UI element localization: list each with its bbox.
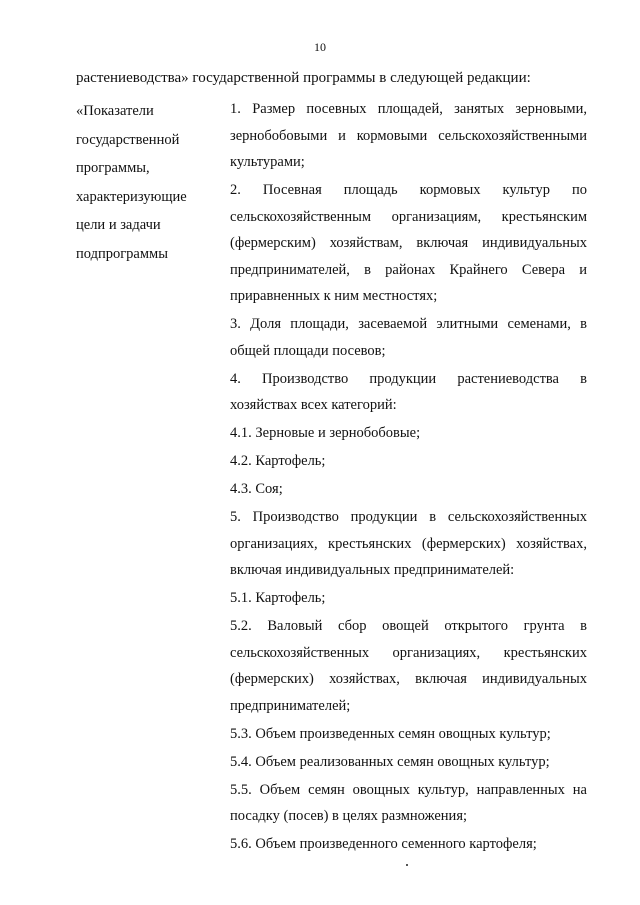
indicator-item: 5.6. Объем произведенного семенного картофеля;: [230, 836, 537, 852]
indicator-item: 3. Доля площади, засеваемой элитными семенами, в общей площади посевов;: [230, 316, 587, 359]
indicator-item: 4.2. Картофель;: [230, 453, 326, 469]
indicator-item: 5.2. Валовый сбор овощей открытого грунта в сельскохозяйственных организациях, крестьянских (фермерских) хозяйствах, включая индивидуальных предпринимателей;: [230, 618, 587, 714]
heading-line: подпрограммы: [76, 245, 168, 262]
heading-line: программы,: [76, 160, 150, 176]
indicators-heading: [76, 97, 216, 268]
indicators-list: [230, 96, 587, 859]
heading-line: цели и задачи: [76, 217, 161, 233]
indicator-item: 5.1. Картофель;: [230, 590, 326, 606]
intro-text: растениеводства» государственной программы в следующей редакции:: [76, 70, 531, 86]
indicator-item: 2. Посевная площадь кормовых культур по сельскохозяйственным организациям, крестьянским (фермерским) хозяйствам, включая индивидуальных предпринимателей, в районах Крайнего Севера и приравненных к ним местностях;: [230, 182, 587, 304]
heading-line: «Показатели: [76, 103, 154, 119]
indicator-item: 5.4. Объем реализованных семян овощных культур;: [230, 753, 550, 770]
indicator-item: 1. Размер посевных площадей, занятых зерновыми, зернобобовыми и кормовыми сельскохозяйственными культурами;: [230, 101, 587, 170]
indicator-item: 5.5. Объем семян овощных культур, направленных на посадку (посев) в целях размножения;: [230, 781, 587, 824]
indicator-item: 5. Производство продукции в сельскохозяйственных организациях, крестьянских (фермерских) хозяйствах, включая индивидуальных предпринимателей:: [230, 509, 587, 578]
indicator-item: 4.1. Зерновые и зернобобовые;: [230, 425, 421, 441]
scan-dot: [406, 864, 408, 866]
indicator-item: 4.3. Соя;: [230, 481, 283, 497]
page-number: 10: [314, 40, 326, 54]
heading-line: государственной: [76, 131, 180, 148]
heading-line: характеризующие: [76, 188, 187, 205]
indicator-item: 4. Производство продукции растениеводства в хозяйствах всех категорий:: [230, 370, 587, 413]
indicator-item: 5.3. Объем произведенных семян овощных культур;: [230, 725, 551, 742]
